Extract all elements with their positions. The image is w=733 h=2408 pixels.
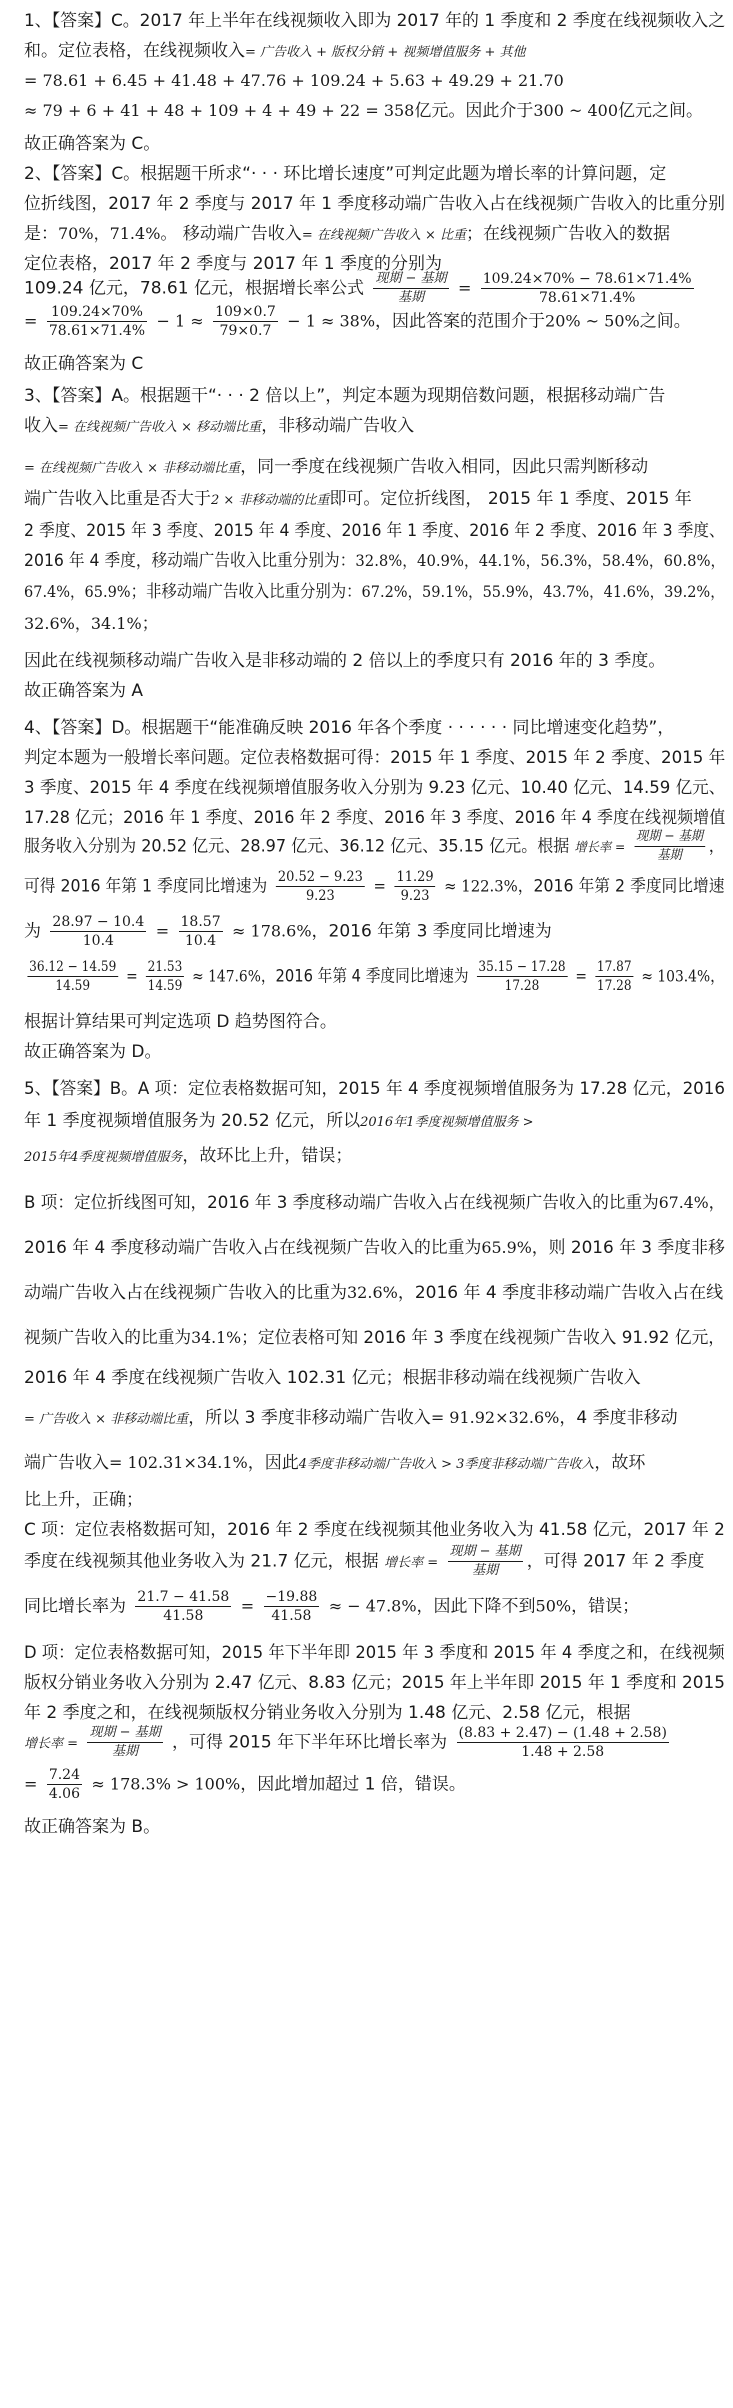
q5-c-growth-formula: $\frac{\text{现期 − 基期}}{\text{基期}}$	[449, 1544, 521, 1578]
q2-conclusion: 故正确答案为 C	[24, 354, 144, 374]
q5-line-10: 端广告收入= 102.31×34.1%，因此4季度非移动端广告收入 > 3季度非移动端广告收入，故环	[24, 1453, 646, 1473]
q5-line-2: 年 1 季度视频增值服务为 20.52 亿元，所以2016年1季度视频增值服务 >	[24, 1111, 534, 1131]
q4-q2-fraction: $\frac{28.97 - 10.4}{10.4}$	[52, 914, 145, 949]
q4-line-9: 根据计算结果可判定选项 D 趋势图符合。	[24, 1012, 337, 1032]
q4-q1-fraction-2: $\frac{11.29}{9.23}$	[396, 869, 434, 904]
q5-line-4: B 项：定位折线图可知，2016 年 3 季度移动端广告收入占在线视频广告收入的比重为67.4%，	[24, 1193, 726, 1213]
q2-fraction-a: $\frac{109.24\times 70\%}{78.61\times 71.4\%}$	[48, 304, 146, 339]
q5-c-fraction: $\frac{21.7 - 41.58}{41.58}$	[137, 1589, 230, 1624]
q4-line-2: 判定本题为一般增长率问题。定位表格数据可得：2015 年 1 季度、2015 年 2 季度、2015 年	[24, 748, 726, 768]
q5-line-9: = 广告收入 × 非移动端比重，所以 3 季度非移动端广告收入= 91.92×32.6%，4 季度非移动	[24, 1408, 678, 1428]
q5-line-16: 版权分销业务收入分别为 2.47 亿元、8.83 亿元；2015 年上半年即 2015 年 1 季度和 2015	[24, 1673, 725, 1693]
q2-line-3: 是：70%，71.4%。 移动端广告收入= 在线视频广告收入 × 比重；在线视频广告收入的数据	[24, 224, 670, 244]
q2-fraction-b: $\frac{109\times 0.7}{79\times 0.7}$	[215, 304, 276, 339]
q5-line-17: 年 2 季度之和，在线视频版权分销业务收入分别为 1.48 亿元、2.58 亿元，根据	[24, 1703, 631, 1723]
q3-line-1: 3、【答案】A。根据题干“· · · 2 倍以上”，判定本题为现期倍数问题，根据移动端广告	[24, 386, 666, 406]
q3-line-8: 32.6%，34.1%；	[24, 614, 159, 634]
q2-line-2: 位折线图，2017 年 2 季度与 2017 年 1 季度移动端广告收入占在线视频广告收入的比重分别	[24, 194, 725, 214]
q4-line-4: 17.28 亿元；2016 年 1 季度、2016 年 2 季度、2016 年 3 季度、2016 年 4 季度在线视频增值	[24, 808, 726, 828]
q3-line-7: 67.4%，65.9%；非移动端广告收入比重分别为：67.2%，59.1%，55.9%，43.7%，41.6%，39.2%，	[24, 582, 725, 602]
q5-line-18: 增长率 = $\frac{\text{现期 − 基期}}{\text{基期}}$ ，可得 2015 年下半年环比增长率为 $\frac{(8.83 + 2.47) - (1.48 + 2.58)}{1.48 + 2.58}$	[24, 1725, 667, 1760]
q4-q3-fraction: $\frac{36.12 - 14.59}{14.59}$	[29, 959, 117, 994]
q5-line-6: 动端广告收入占在线视频广告收入的比重为32.6%，2016 年 4 季度非移动端广告收入占在线	[24, 1283, 724, 1303]
q2-growth-substituted: $\frac{109.24\times 70\% - 78.61\times 71.4\%}{78.61\times 71.4\%}$	[482, 271, 692, 306]
q1-conclusion: 故正确答案为 C。	[24, 134, 161, 154]
q4-line-6: 可得 2016 年第 1 季度同比增速为 $\frac{20.52 - 9.23}{9.23}$ = $\frac{11.29}{9.23}$ ≈ 122.3%，2016 年第 2 季度同比增速	[24, 869, 725, 904]
q5-line-11: 比上升，正确；	[24, 1490, 143, 1510]
q5-conclusion: 故正确答案为 B。	[24, 1817, 161, 1837]
q5-d-fraction-2: $\frac{7.24}{4.06}$	[48, 1767, 80, 1802]
q2-line-4: 定位表格，2017 年 2 季度与 2017 年 1 季度的分别为	[24, 254, 442, 274]
q4-q4-fraction-2: $\frac{17.87}{17.28}$	[596, 959, 632, 994]
q1-line-3: = 78.61 + 6.45 + 41.48 + 47.76 + 109.24 + 5.63 + 49.29 + 21.70	[24, 71, 564, 90]
q5-c-fraction-2: $\frac{-19.88}{41.58}$	[265, 1589, 318, 1624]
q3-line-3: = 在线视频广告收入 × 非移动端比重，同一季度在线视频广告收入相同，因此只需判断移动	[24, 457, 649, 477]
q5-line-19: = $\frac{7.24}{4.06}$ ≈ 178.3% > 100%，因此增加超过 1 倍，错误。	[24, 1767, 466, 1802]
q5-line-14: 同比增长率为 $\frac{21.7 - 41.58}{41.58}$ = $\frac{-19.88}{41.58}$ ≈ − 47.8%，因此下降不到50%，错误；	[24, 1589, 640, 1624]
q5-line-15: D 项：定位表格数据可知，2015 年下半年即 2015 年 3 季度和 2015 年 4 季度之和，在线视频	[24, 1643, 725, 1663]
q4-line-7: 为 $\frac{28.97 - 10.4}{10.4}$ = $\frac{18.57}{10.4}$ ≈ 178.6%，2016 年第 3 季度同比增速为	[24, 914, 552, 949]
q5-line-13: 季度在线视频其他业务收入为 21.7 亿元，根据 增长率 = $\frac{\text{现期 − 基期}}{\text{基期}}$ ，可得 2017 年 2 季度	[24, 1544, 705, 1578]
q5-line-12: C 项：定位表格数据可知，2016 年 2 季度在线视频其他业务收入为 41.58 亿元，2017 年 2	[24, 1520, 725, 1540]
q1-line-4: ≈ 79 + 6 + 41 + 48 + 109 + 4 + 49 + 22 = 358亿元。因此介于300 ~ 400亿元之间。	[24, 101, 704, 121]
q3-conclusion: 故正确答案为 A	[24, 681, 144, 701]
q3-line-6: 2016 年 4 季度，移动端广告收入比重分别为：32.8%，40.9%，44.1%，56.3%，58.4%，60.8%，	[24, 551, 726, 571]
q1-line-2: 和。定位表格，在线视频收入= 广告收入 + 版权分销 + 视频增值服务 + 其他	[24, 41, 526, 61]
q5-d-growth-formula: $\frac{\text{现期 − 基期}}{\text{基期}}$	[89, 1725, 161, 1759]
q5-d-fraction: $\frac{(8.83 + 2.47) - (1.48 + 2.58)}{1.48 + 2.58}$	[458, 1725, 667, 1760]
q4-line-3: 3 季度、2015 年 4 季度在线视频增值服务收入分别为 9.23 亿元、10.40 亿元、14.59 亿元、	[24, 778, 726, 798]
q2-line-1: 2、【答案】C。根据题干所求“· · · 环比增长速度”可判定此题为增长率的计算问题，定	[24, 164, 667, 184]
q3-line-9: 因此在线视频移动端广告收入是非移动端的 2 倍以上的季度只有 2016 年的 3 季度。	[24, 651, 666, 671]
q4-line-1: 4、【答案】D。根据题干“能准确反映 2016 年各个季度 · · · · · · 同比增速变化趋势”，	[24, 718, 675, 738]
q4-growth-formula: $\frac{\text{现期 − 基期}}{\text{基期}}$	[636, 829, 704, 863]
q1-line-1: 1、【答案】C。2017 年上半年在线视频收入即为 2017 年的 1 季度和 2 季度在线视频收入之	[24, 11, 726, 31]
q5-line-8: 2016 年 4 季度在线视频广告收入 102.31 亿元；根据非移动端在线视频广告收入	[24, 1368, 641, 1388]
q4-q1-fraction: $\frac{20.52 - 9.23}{9.23}$	[277, 869, 363, 904]
q5-line-3: 2015年4季度视频增值服务，故环比上升，错误；	[24, 1146, 353, 1166]
q5-line-5: 2016 年 4 季度移动端广告收入占在线视频广告收入的比重为65.9%，则 2016 年 3 季度非移	[24, 1238, 725, 1258]
q4-line-8: $\frac{36.12 - 14.59}{14.59}$ = $\frac{21.53}{14.59}$ ≈ 147.6%，2016 年第 4 季度同比增速为 $\frac{35.15 - 17.28}{17.28}$ = $\frac{17.87}{17.28}$ ≈ 103.4%，	[29, 959, 725, 994]
q4-q3-fraction-2: $\frac{21.53}{14.59}$	[147, 959, 183, 994]
q4-q4-fraction: $\frac{35.15 - 17.28}{17.28}$	[478, 959, 566, 994]
q2-growth-formula: $\frac{\text{现期 − 基期}}{\text{基期}}$	[375, 271, 447, 305]
q3-line-4: 端广告收入比重是否大于2 × 非移动端的比重即可。定位折线图， 2015 年 1 季度、2015 年	[24, 489, 692, 509]
q3-line-2: 收入= 在线视频广告收入 × 移动端比重，非移动端广告收入	[24, 416, 415, 436]
q2-line-5: 109.24 亿元，78.61 亿元，根据增长率公式 $\frac{\text{现期 − 基期}}{\text{基期}}$ = $\frac{109.24\times 70\% - 78.61\times 71.4\%}{78.61\times 71.4\%}$	[24, 271, 692, 306]
q3-line-5: 2 季度、2015 年 3 季度、2015 年 4 季度、2016 年 1 季度、2016 年 2 季度、2016 年 3 季度、	[24, 521, 725, 541]
q5-line-1: 5、【答案】B。A 项：定位表格数据可知，2015 年 4 季度视频增值服务为 17.28 亿元，2016	[24, 1079, 726, 1099]
q4-q2-fraction-2: $\frac{18.57}{10.4}$	[180, 914, 221, 949]
q4-line-5: 服务收入分别为 20.52 亿元、28.97 亿元、36.12 亿元、35.15 亿元。根据 增长率 = $\frac{\text{现期 − 基期}}{\text{基期}}$ ，	[24, 829, 725, 863]
q2-line-6: = $\frac{109.24\times 70\%}{78.61\times 71.4\%}$ − 1 ≈ $\frac{109\times 0.7}{79\times 0.7}$ − 1 ≈ 38%，因此答案的范围介于20% ~ 50%之间。	[24, 304, 691, 339]
q5-line-7: 视频广告收入的比重为34.1%；定位表格可知 2016 年 3 季度在线视频广告收入 91.92 亿元，	[24, 1328, 726, 1348]
q4-conclusion: 故正确答案为 D。	[24, 1042, 162, 1062]
